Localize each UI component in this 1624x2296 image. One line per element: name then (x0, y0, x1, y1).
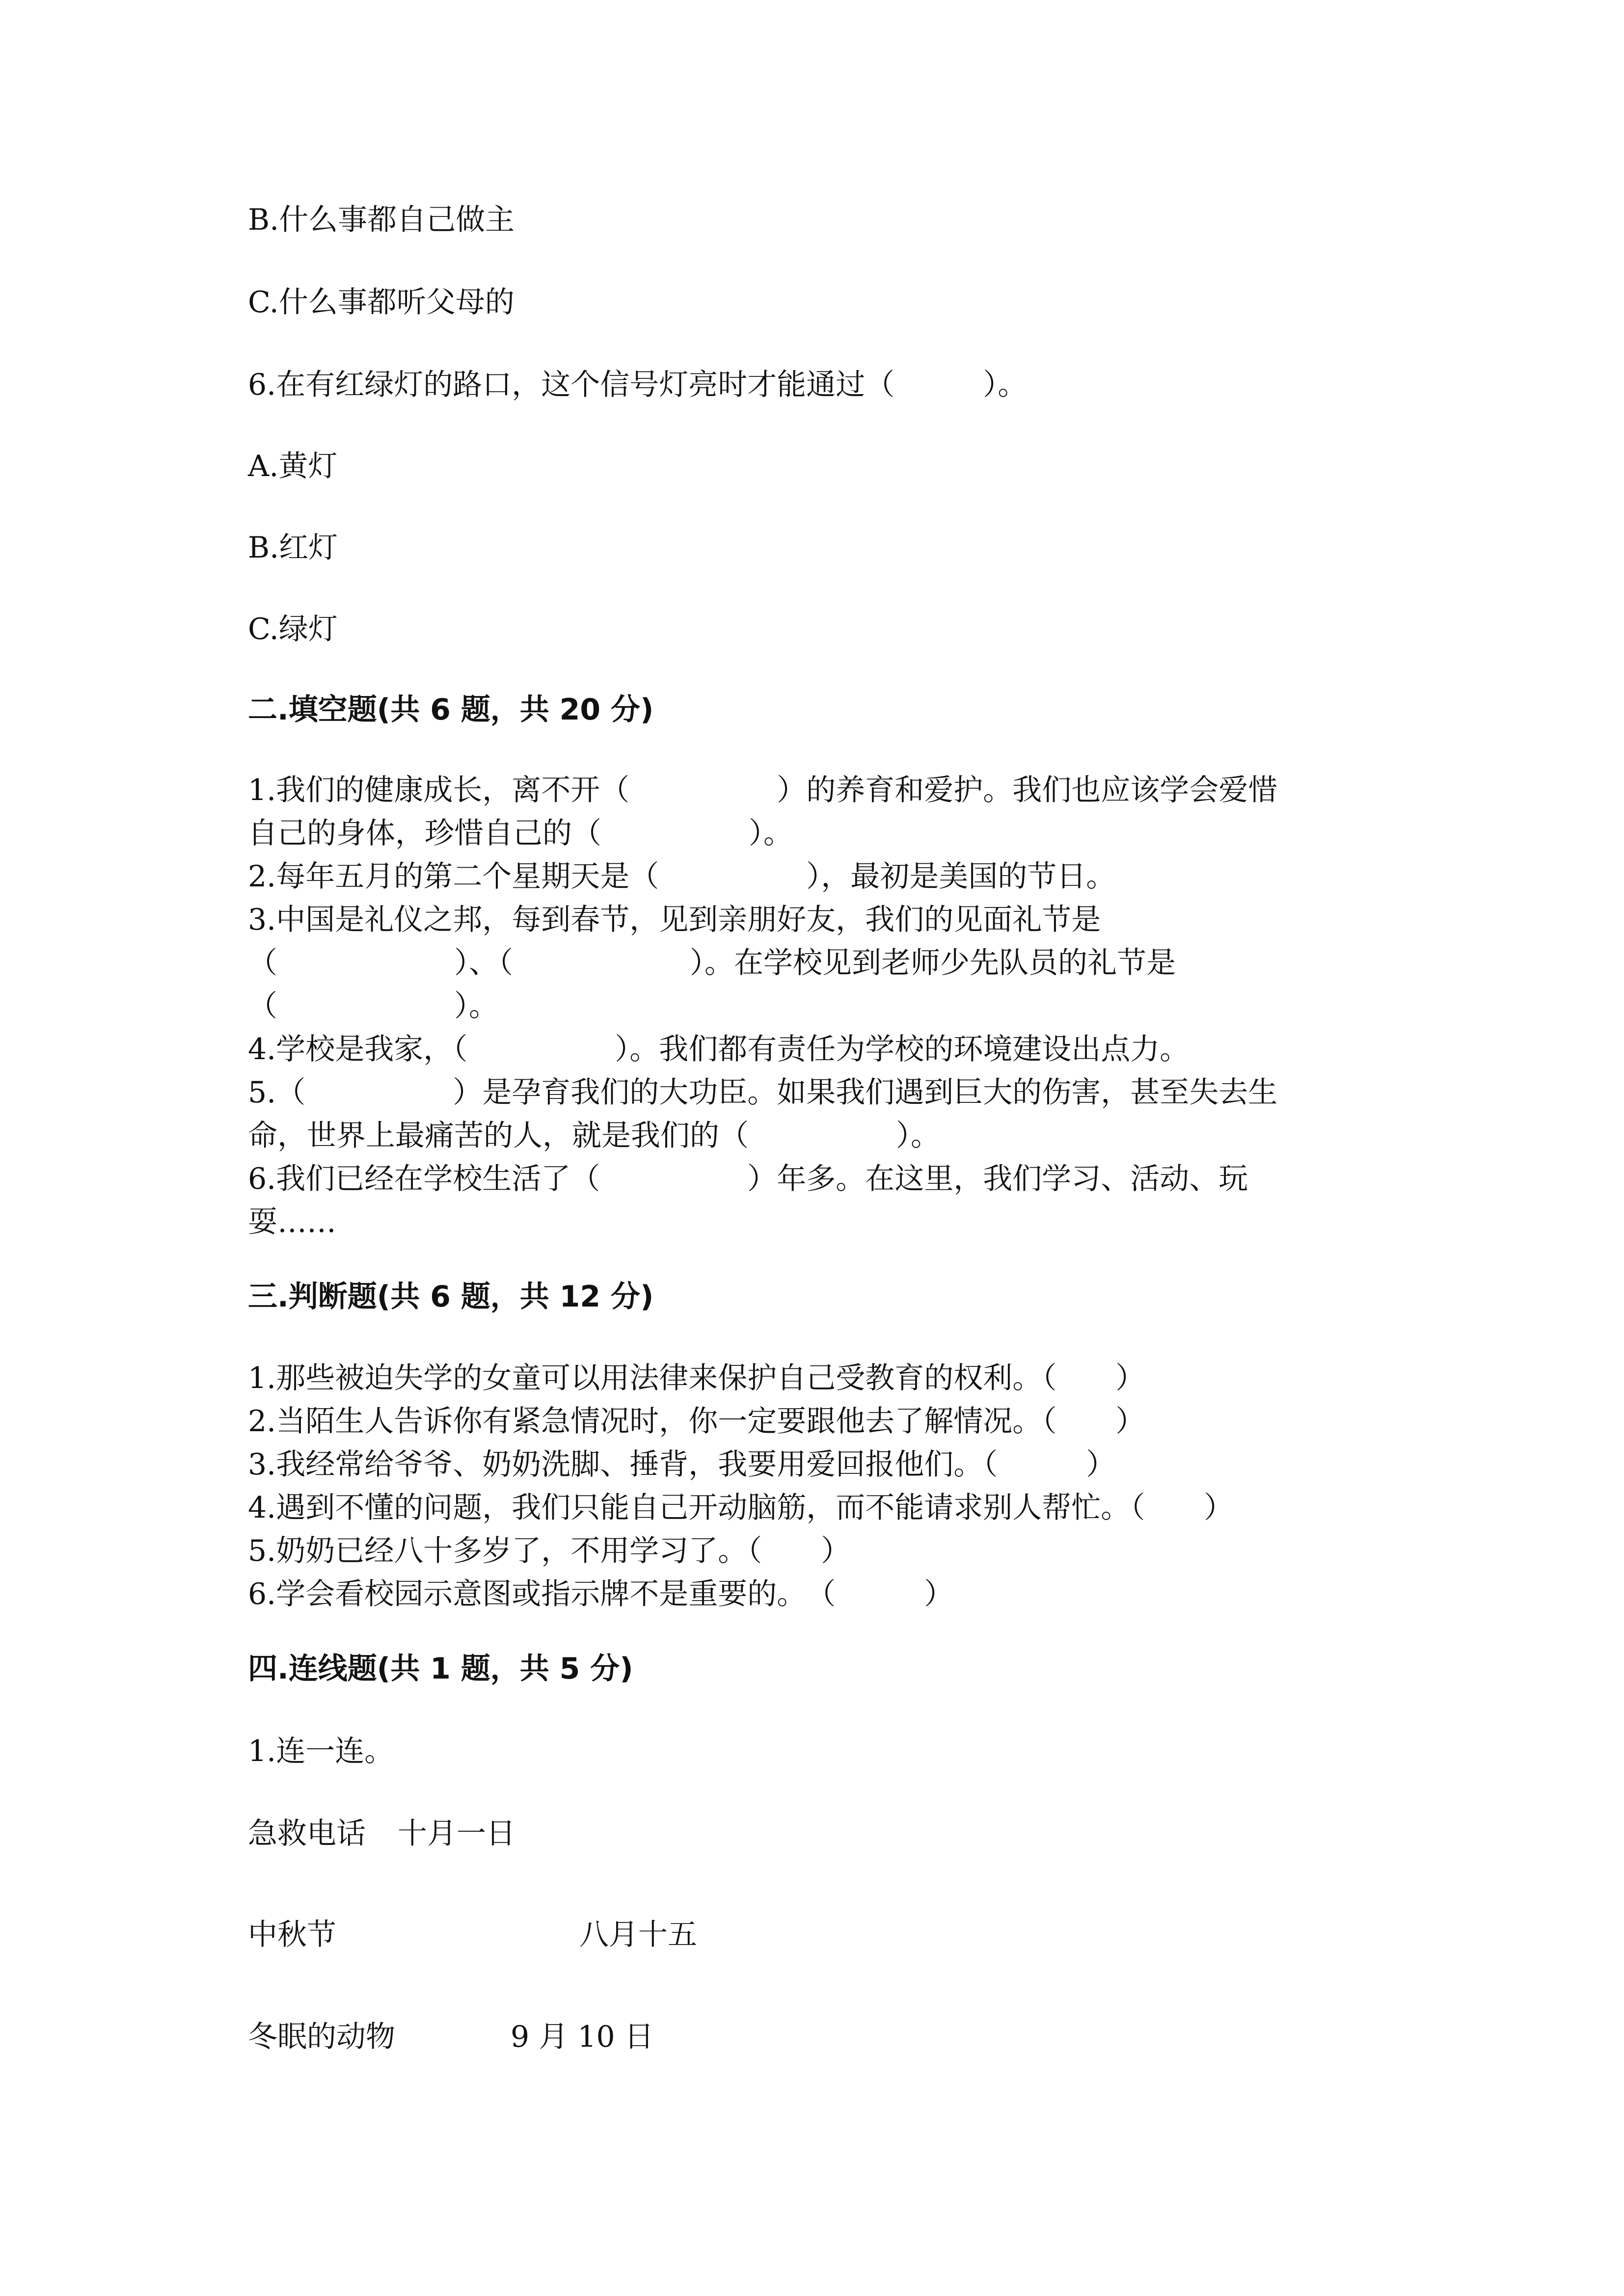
section-2-title: 二.填空题(共 6 题，共 20 分) (248, 693, 654, 727)
fill-line: 3.中国是礼仪之邦，每到春节，见到亲朋好友，我们的见面礼节是 (248, 903, 1101, 937)
judge-line: 5.奶奶已经八十多岁了，不用学习了。（ ） (248, 1534, 851, 1568)
section-3-title: 三.判断题(共 6 题，共 12 分) (248, 1280, 654, 1314)
fill-line: 6.我们已经在学校生活了（ ）年多。在这里，我们学习、活动、玩 (248, 1162, 1248, 1196)
match-left-item: 急救电话 (248, 1816, 366, 1851)
q6-option-c: C.绿灯 (248, 612, 338, 646)
section-4-title: 四.连线题(共 1 题，共 5 分) (248, 1652, 633, 1686)
fill-line: 耍…… (248, 1205, 336, 1239)
match-right-item: 9 月 10 日 (511, 2020, 654, 2054)
fill-line: 自己的身体，珍惜自己的（ ）。 (248, 816, 793, 851)
q6-option-b: B.红灯 (248, 531, 338, 565)
judge-line: 3.我经常给爷爷、奶奶洗脚、捶背，我要用爱回报他们。（ ） (248, 1447, 1116, 1482)
judge-line: 6.学会看校园示意图或指示牌不是重要的。 （ ） (248, 1577, 954, 1611)
q6-stem: 6.在有红绿灯的路口，这个信号灯亮时才能通过（ ）。 (248, 368, 1028, 402)
q5-option-c: C.什么事都听父母的 (248, 285, 514, 320)
fill-line: 5.（ ）是孕育我们的大功臣。如果我们遇到巨大的伤害，甚至失去生 (248, 1075, 1278, 1110)
match-right-item: 八月十五 (579, 1918, 697, 1952)
match-question: 1.连一连。 (248, 1734, 394, 1768)
fill-line: （ ）、（ ）。在学校见到老师少先队员的礼节是 (248, 946, 1176, 980)
fill-line: 4.学校是我家，（ ）。我们都有责任为学校的环境建设出点力。 (248, 1032, 1190, 1067)
q5-option-b: B.什么事都自己做主 (248, 203, 515, 237)
q6-option-a: A.黄灯 (248, 449, 338, 483)
fill-line: （ ）。 (248, 989, 498, 1023)
judge-line: 4.遇到不懂的问题，我们只能自己开动脑筋，而不能请求别人帮忙。（ ） (248, 1491, 1234, 1525)
match-right-item: 十月一日 (398, 1816, 515, 1851)
fill-line: 2.每年五月的第二个星期天是（ ），最初是美国的节日。 (248, 859, 1116, 894)
fill-line: 1.我们的健康成长，离不开（ ）的养育和爱护。我们也应该学会爱惜 (248, 773, 1278, 807)
match-left-item: 中秋节 (248, 1918, 336, 1952)
judge-line: 2.当陌生人告诉你有紧急情况时，你一定要跟他去了解情况。（ ） (248, 1404, 1145, 1439)
fill-line: 命，世界上最痛苦的人，就是我们的（ ）。 (248, 1119, 940, 1153)
match-left-item: 冬眠的动物 (248, 2020, 395, 2054)
judge-line: 1.那些被迫失学的女童可以用法律来保护自己受教育的权利。（ ） (248, 1361, 1145, 1395)
